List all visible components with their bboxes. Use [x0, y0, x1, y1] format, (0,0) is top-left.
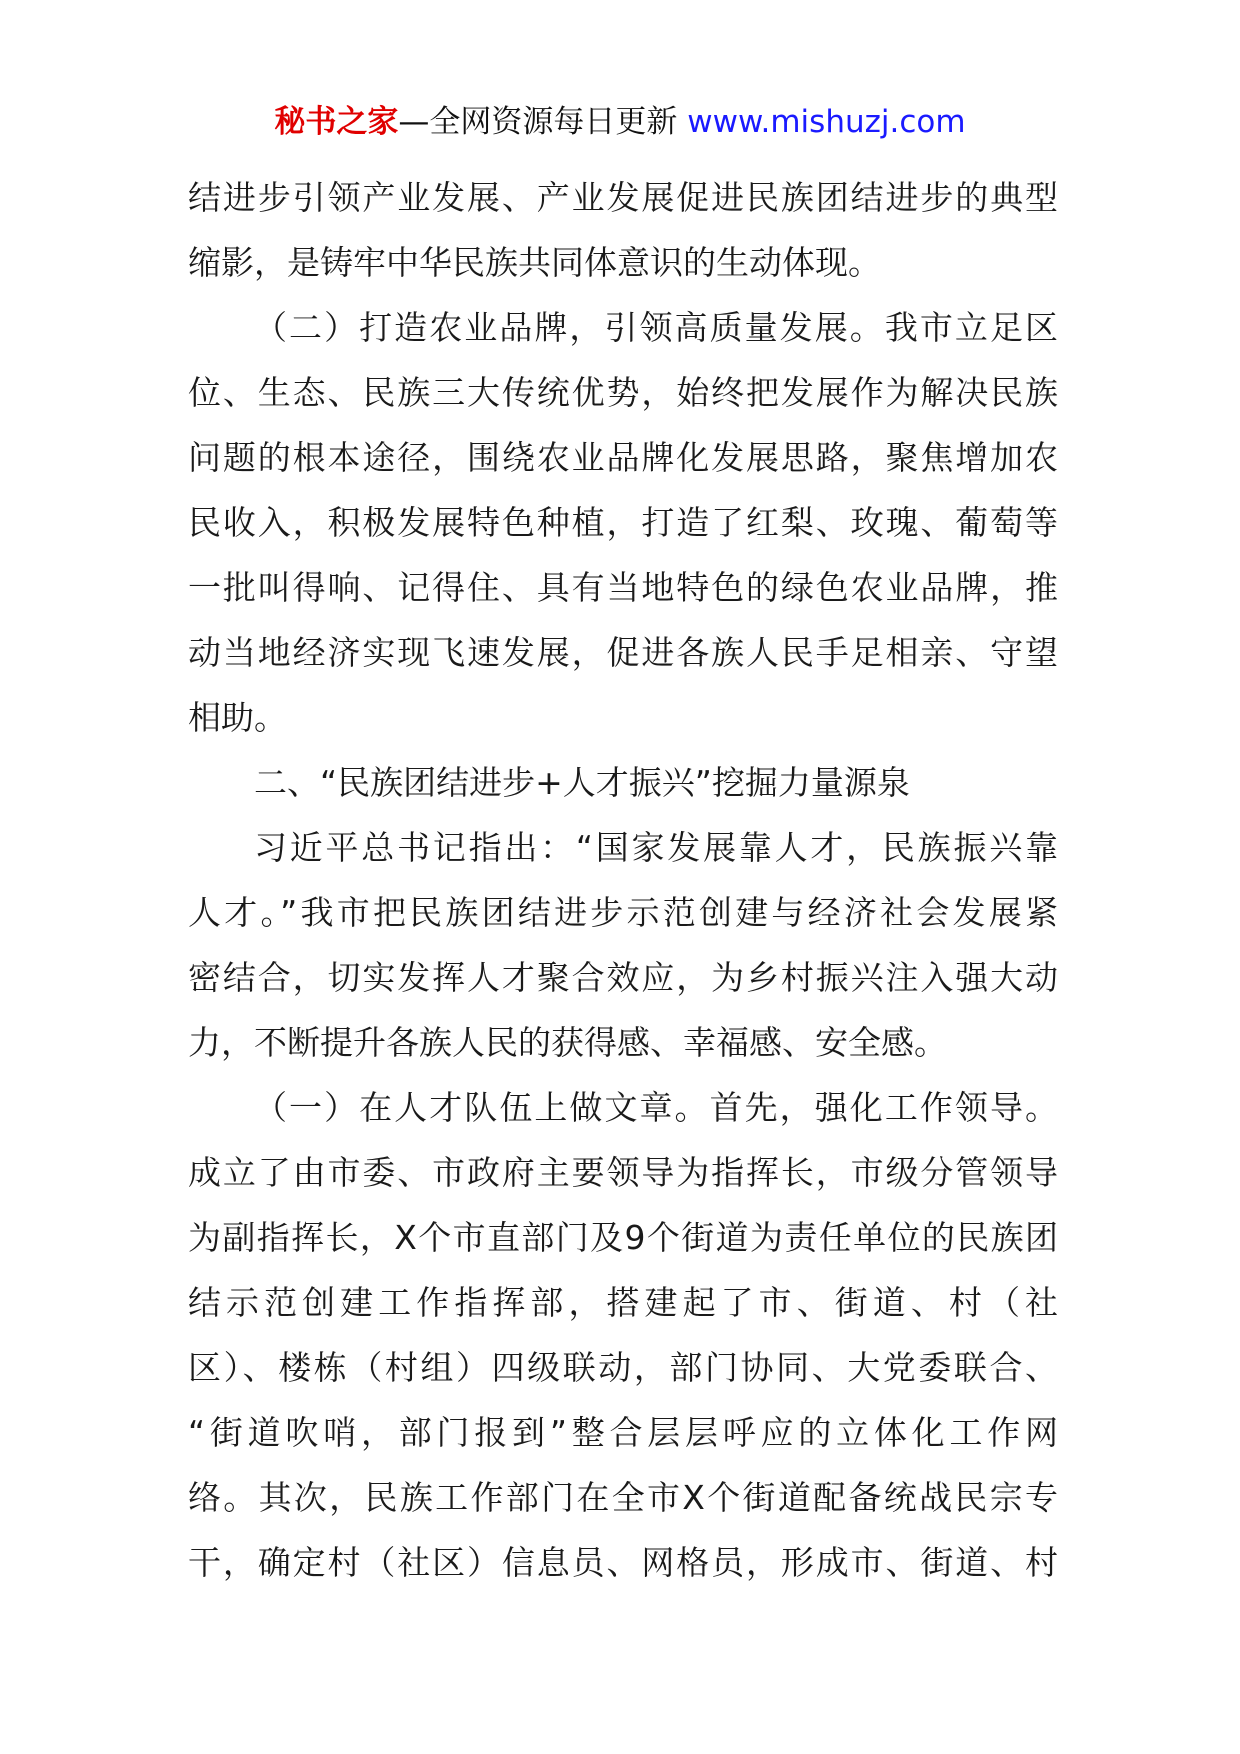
- text-line: 动当地经济实现飞速发展，促进各族人民手足相亲、守望: [188, 633, 1058, 672]
- text-line: 相助。: [188, 698, 287, 737]
- text-line: 一批叫得响、记得住、具有当地特色的绿色农业品牌，推: [188, 568, 1058, 607]
- text-line: 干，确定村（社区）信息员、网格员，形成市、街道、村: [188, 1543, 1058, 1582]
- text-line: 区）、楼栋（村组）四级联动，部门协同、大党委联合、: [188, 1348, 1058, 1387]
- text-line: 习近平总书记指出：“国家发展靠人才，民族振兴靠: [254, 828, 1058, 867]
- text-line: （一）在人才队伍上做文章。首先，强化工作领导。: [254, 1088, 1058, 1127]
- page-header: [0, 100, 1240, 144]
- text-line: 力，不断提升各族人民的获得感、幸福感、安全感。: [188, 1023, 947, 1062]
- text-line: 络。其次，民族工作部门在全市X个街道配备统战民宗专: [188, 1478, 1058, 1517]
- text-line: 结示范创建工作指挥部，搭建起了市、街道、村（社: [188, 1283, 1058, 1322]
- text-line: 密结合，切实发挥人才聚合效应，为乡村振兴注入强大动: [188, 958, 1058, 997]
- text-line: 成立了由市委、市政府主要领导为指挥长，市级分管领导: [188, 1153, 1058, 1192]
- text-line: “街道吹哨，部门报到”整合层层呼应的立体化工作网: [188, 1413, 1058, 1452]
- text-line: 民收入，积极发展特色种植，打造了红梨、玫瑰、葡萄等: [188, 503, 1058, 542]
- text-line: 缩影，是铸牢中华民族共同体意识的生动体现。: [188, 243, 881, 282]
- text-line: 位、生态、民族三大传统优势，始终把发展作为解决民族: [188, 373, 1058, 412]
- text-line: （二）打造农业品牌，引领高质量发展。我市立足区: [254, 308, 1058, 347]
- header-tagline: —全网资源每日更新: [398, 104, 688, 140]
- document-body: [188, 165, 1058, 1595]
- header-url-link[interactable]: www.mishuzj.com: [687, 104, 966, 140]
- header-brand: 秘书之家: [274, 104, 399, 140]
- text-line: 人才。”我市把民族团结进步示范创建与经济社会发展紧: [188, 893, 1058, 932]
- text-line: 为副指挥长，X个市直部门及9个街道为责任单位的民族团: [188, 1218, 1058, 1257]
- text-line: 结进步引领产业发展、产业发展促进民族团结进步的典型: [188, 178, 1058, 217]
- text-line: 问题的根本途径，围绕农业品牌化发展思路，聚焦增加农: [188, 438, 1058, 477]
- section-heading: 二、“民族团结进步+人才振兴”挖掘力量源泉: [254, 763, 910, 802]
